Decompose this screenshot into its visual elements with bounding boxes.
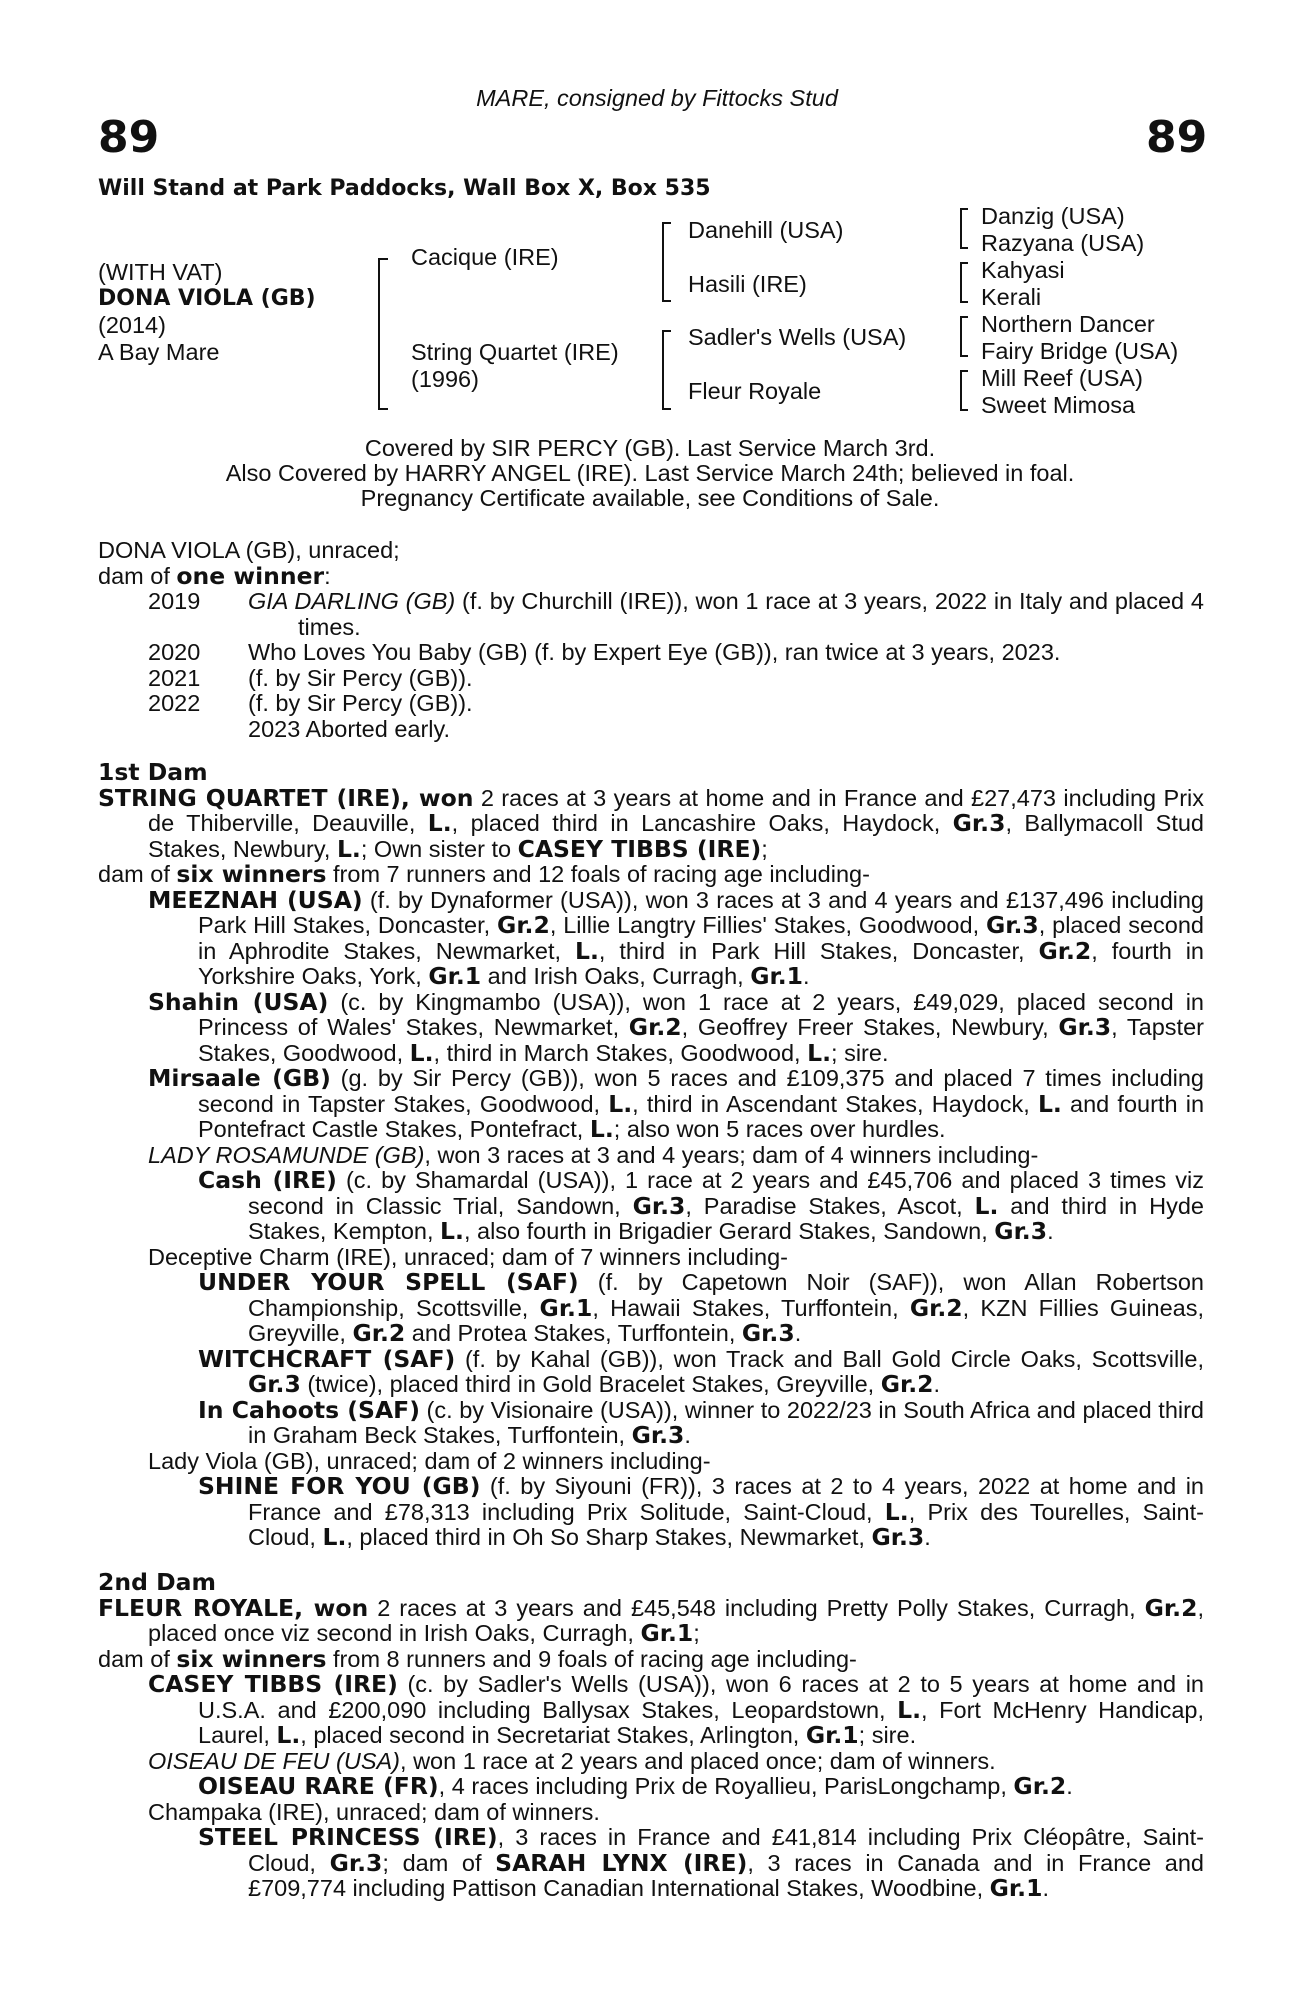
- progeny-entry: OISEAU DE FEU (USA), won 1 race at 2 years and placed once; dam of winners.: [148, 1747, 996, 1774]
- progeny-entry: LADY ROSAMUNDE (GB), won 3 races at 3 and 4 years; dam of 4 winners including-: [148, 1141, 1039, 1168]
- pedigree-brace-g2: [960, 262, 968, 303]
- produce-row: 2022 (f. by Sir Percy (GB)).: [148, 690, 473, 716]
- mare-dam-of: dam of one winner:: [98, 561, 331, 590]
- dam-entry: STRING QUARTET (IRE), won 2 races at 3 years at home and in France and £27,473 including Prix de Thiberville, Deauville, L., placed third in Lancashire Oaks, Haydock, Gr.3, Ballymacoll Stud Stakes, Newbury, L.; Own sister to CASEY TIBBS (IRE);: [98, 783, 1204, 863]
- progeny-entry: Champaka (IRE), unraced; dam of winners.: [148, 1798, 600, 1825]
- grand-progeny-entry: In Cahoots (SAF) (c. by Visionaire (USA)), winner to 2022/23 in South Africa and placed third in Graham Beck Stakes, Turffontein, Gr.3.: [198, 1395, 1204, 1449]
- pedigree-dam-dam: Fleur Royale: [688, 378, 822, 404]
- covering-line-3: Pregnancy Certificate available, see Conditions of Sale.: [360, 485, 940, 511]
- dam-of-line: dam of six winners from 8 runners and 9 foals of racing age including-: [98, 1644, 857, 1673]
- grand-progeny-entry: UNDER YOUR SPELL (SAF) (f. by Capetown Noir (SAF)), won Allan Robertson Championship, Scottsville, Gr.1, Hawaii Stakes, Turffontein, Gr.2, KZN Fillies Guineas, Greyville, Gr.2 and Protea Stakes, Turffontein, Gr.3.: [198, 1268, 1204, 1347]
- pedigree-dam-year: (1996): [411, 366, 479, 392]
- first-dam-section: [98, 760, 1204, 1551]
- pedigree-sire-sire: Danehill (USA): [688, 217, 844, 243]
- progeny-entry: Mirsaale (GB) (g. by Sir Percy (GB)), won 5 races and £109,375 and placed 7 times including second in Tapster Stakes, Goodwood, L., third in Ascendant Stakes, Haydock, L. and fourth in Pontefract Castle Stakes, Pontefract, L.; also won 5 races over hurdles.: [148, 1064, 1205, 1143]
- consignor-line: MARE, consigned by Fittocks Stud: [476, 85, 838, 111]
- pedigree-brace-g3: [960, 316, 968, 357]
- grand-progeny-entry: WITCHCRAFT (SAF) (f. by Kahal (GB)), won Track and Ball Gold Circle Oaks, Scottsville, Gr.3 (twice), placed third in Gold Bracelet Stakes, Greyville, Gr.2.: [198, 1344, 1204, 1398]
- produce-row: 2023 Aborted early.: [248, 715, 451, 742]
- progeny-entry: Shahin (USA) (c. by Kingmambo (USA)), won 1 race at 2 years, £49,029, placed second in Princess of Wales' Stakes, Newmarket, Gr.2, Geoffrey Freer Stakes, Newbury, Gr.3, Tapster Stakes, Goodwood, L., third in March Stakes, Goodwood, L.; sire.: [148, 987, 1205, 1067]
- pedigree-dam: String Quartet (IRE): [411, 339, 619, 365]
- pedigree-g4: Kerali: [981, 284, 1042, 310]
- pedigree-sire: Cacique (IRE): [411, 244, 559, 270]
- grand-progeny-entry: SHINE FOR YOU (GB) (f. by Siyouni (FR)), 3 races at 2 to 4 years, 2022 at home and in France and £78,313 including Prix Solitude, Saint-Cloud, L., Prix des Tourelles, Saint-Cloud, L., placed third in Oh So Sharp Stakes, Newmarket, Gr.3.: [198, 1472, 1204, 1551]
- grand-progeny-entry: STEEL PRINCESS (IRE), 3 races in France and £41,814 including Prix Cléopâtre, Saint-Cloud, Gr.3; dam of SARAH LYNX (IRE), 3 races in Canada and in France and £709,774 including Pattison Canadian International Stakes, Woodbine, Gr.1.: [198, 1823, 1204, 1902]
- produce-row: 2021 (f. by Sir Percy (GB)).: [148, 664, 473, 691]
- progeny-entry: Lady Viola (GB), unraced; dam of 2 winners including-: [148, 1447, 711, 1474]
- progeny-entry: MEEZNAH (USA) (f. by Dynaformer (USA)), won 3 races at 3 and 4 years and £137,496 including Park Hill Stakes, Doncaster, Gr.2, Lillie Langtry Fillies' Stakes, Goodwood, Gr.3, placed second in Aphrodite Stakes, Newmarket, L., third in Park Hill Stakes, Doncaster, Gr.2, fourth in Yorkshire Oaks, York, Gr.1 and Irish Oaks, Curragh, Gr.1.: [148, 885, 1204, 990]
- produce-row: 2020 Who Loves You Baby (GB) (f. by Expert Eye (GB)), ran twice at 3 years, 2023.: [148, 639, 1061, 665]
- pedigree-g8: Sweet Mimosa: [981, 392, 1136, 418]
- pedigree-sire-dam: Hasili (IRE): [688, 271, 807, 297]
- pedigree-g7: Mill Reef (USA): [981, 365, 1143, 391]
- pedigree-brace-sire: [662, 222, 671, 302]
- produce-row: 2019 GIA DARLING (GB) (f. by Churchill (IRE)), won 1 race at 3 years, 2022 in Italy and placed 4 times.: [148, 588, 1204, 640]
- horse-description: A Bay Mare: [98, 339, 220, 365]
- grand-progeny-entry: OISEAU RARE (FR), 4 races including Prix de Royallieu, ParisLongchamp, Gr.2.: [198, 1772, 1073, 1800]
- pedigree-g2: Razyana (USA): [981, 230, 1145, 256]
- stabling-location: Will Stand at Park Paddocks, Wall Box X, Box 535: [98, 176, 711, 201]
- horse-year: (2014): [98, 312, 166, 338]
- first-dam-heading: 1st Dam: [98, 758, 208, 786]
- second-dam-section: [98, 1570, 1204, 1902]
- dam-entry: FLEUR ROYALE, won 2 races at 3 years and £45,548 including Pretty Polly Stakes, Curragh, Gr.2, placed once viz second in Irish Oaks, Curragh, Gr.1;: [98, 1593, 1204, 1647]
- mare-summary: DONA VIOLA (GB), unraced;: [98, 537, 400, 563]
- pedigree-brace-g4: [960, 370, 968, 411]
- lot-number-left: 89: [98, 112, 160, 163]
- pedigree-g6: Fairy Bridge (USA): [981, 338, 1179, 364]
- dam-of-line: dam of six winners from 7 runners and 12 foals of racing age including-: [98, 860, 870, 888]
- pedigree-brace-main: [378, 258, 388, 410]
- pedigree-g1: Danzig (USA): [981, 203, 1125, 229]
- horse-name: DONA VIOLA (GB): [98, 286, 316, 311]
- grand-progeny-entry: Cash (IRE) (c. by Shamardal (USA)), 1 race at 2 years and £45,706 and placed 3 times viz second in Classic Trial, Sandown, Gr.3, Paradise Stakes, Ascot, L. and third in Hyde Stakes, Kempton, L., also fourth in Brigadier Gerard Stakes, Sandown, Gr.3.: [198, 1166, 1204, 1245]
- pedigree-g3: Kahyasi: [981, 257, 1065, 283]
- pedigree-dam-sire: Sadler's Wells (USA): [688, 324, 907, 350]
- vat-note: (WITH VAT): [98, 259, 223, 285]
- pedigree-brace-g1: [960, 208, 968, 249]
- produce-record: [98, 538, 1204, 742]
- progeny-entry: Deceptive Charm (IRE), unraced; dam of 7 winners including-: [148, 1243, 788, 1270]
- pedigree-brace-dam: [662, 330, 671, 410]
- lot-number-right: 89: [1146, 112, 1208, 163]
- second-dam-heading: 2nd Dam: [98, 1568, 216, 1596]
- covering-line-2: Also Covered by HARRY ANGEL (IRE). Last Service March 24th; believed in foal.: [225, 460, 1075, 486]
- progeny-entry: CASEY TIBBS (IRE) (c. by Sadler's Wells (USA)), won 6 races at 2 to 5 years at home and in U.S.A. and £200,090 including Ballysax Stakes, Leopardstown, L., Fort McHenry Handicap, Laurel, L., placed second in Secretariat Stakes, Arlington, Gr.1; sire.: [148, 1670, 1204, 1749]
- pedigree-g5: Northern Dancer: [981, 311, 1155, 337]
- covering-line-1: Covered by SIR PERCY (GB). Last Service March 3rd.: [364, 435, 936, 461]
